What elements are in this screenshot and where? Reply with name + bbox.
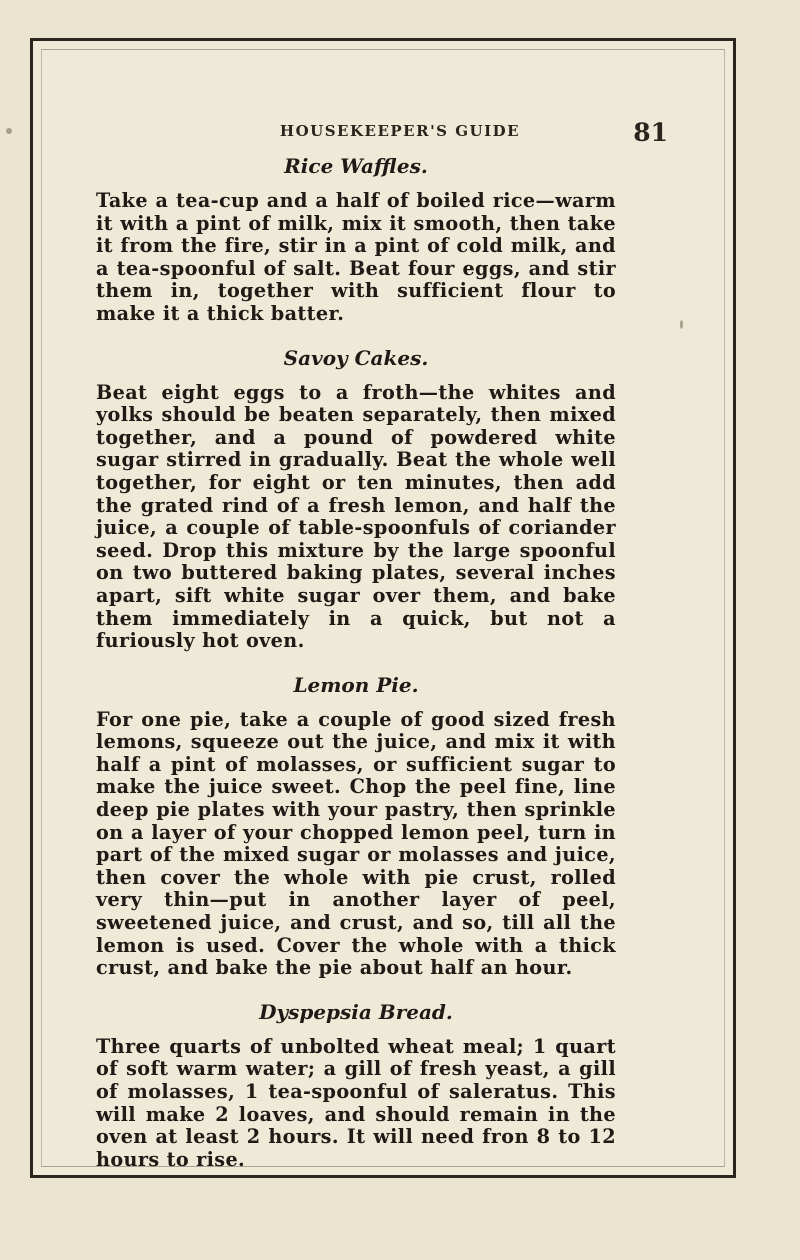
recipe-rice-waffles bbox=[96, 152, 616, 326]
recipe-title: Rice Waffles. bbox=[284, 154, 428, 178]
recipe-body: Beat eight eggs to a froth—the whites and yolks should be beaten separately, then mixed together, and a pound of powdered white sugar stirred in gradually. Beat the whole well together, for eight or ten minutes, then add the grated rind of a fresh lemon, and half the juice, a couple of table-spoonfuls of coriander seed. Drop this mixture by the large spoonful on two buttered baking plates, several inches apart, sift white sugar over them, and bake them immediately in a quick, but not a furiously hot oven. bbox=[96, 380, 616, 653]
recipe-title: Dyspepsia Bread. bbox=[259, 999, 453, 1024]
recipe-savoy-cakes bbox=[96, 344, 616, 653]
page-header bbox=[0, 120, 800, 148]
recipe-body: For one pie, take a couple of good sized fresh lemons, squeeze out the juice, and mix it with half a pint of molasses, or sufficient sugar to make the juice sweet. Chop the peel fine, line deep pie plates with your pastry, then sprinkle on a layer of your chopped lemon peel, turn in part of the mixed sugar or molasses and juice, then cover the whole with pie crust, rolled very thin—put in another layer of peel, sweetened juice, and crust, and so, till all the lemon is used. Cover the whole with a thick crust, and bake the pie about half an hour. bbox=[96, 707, 616, 980]
recipe-title: Savoy Cakes. bbox=[283, 345, 429, 370]
recipe-dyspepsia-bread bbox=[96, 998, 616, 1172]
recipe-body: Take a tea-cup and a half of boiled rice—warm it with a pint of milk, mix it smooth, then take it from the fire, stir in a pint of cold milk, and a tea-spoonful of salt. Beat four eggs, and stir them in, together with sufficient flour to make it a thick batter. bbox=[96, 189, 616, 325]
paper-spot bbox=[680, 320, 683, 329]
recipe-title: Lemon Pie. bbox=[293, 672, 419, 697]
recipe-body: Three quarts of unbolted wheat meal; 1 quart of soft warm water; a gill of fresh yeast, a gill of molasses, 1 tea-spoonful of saleratus. This will make 2 loaves, and should remain in the oven at least 2 hours. It will need fron 8 to 12 hours to rise. bbox=[96, 1034, 616, 1171]
page-content bbox=[96, 152, 616, 1189]
running-head: HOUSEKEEPER'S GUIDE bbox=[279, 122, 521, 140]
recipe-lemon-pie bbox=[96, 671, 616, 980]
page-number: 81 bbox=[633, 118, 668, 147]
